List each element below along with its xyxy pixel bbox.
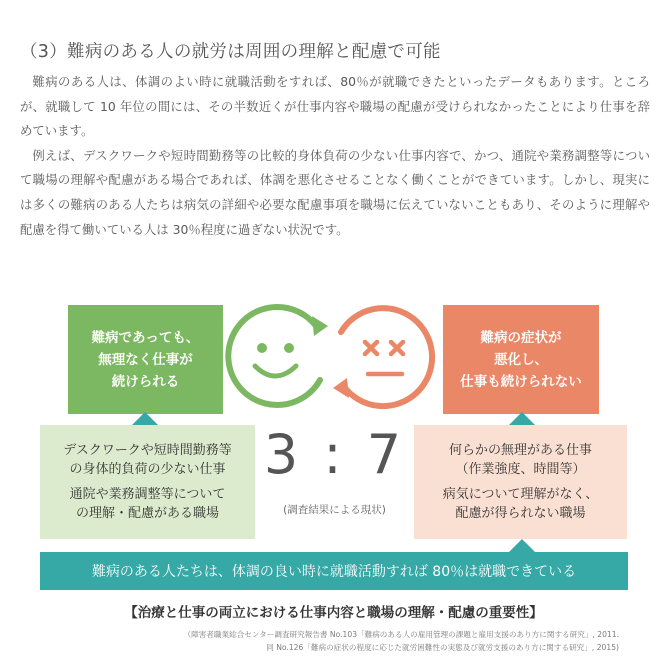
condition-line: 何らかの無理がある仕事 xyxy=(448,443,592,458)
figure-caption: 【治療と仕事の両立における仕事内容と職場の理解・配慮の重要性】 xyxy=(124,605,543,621)
bad-outcome-line: 難病の症状が xyxy=(480,329,562,346)
summary-banner: 難病のある人たちは、体調の良い時に就職活動すれば 80％は就職できている xyxy=(40,552,628,590)
good-outcome-box xyxy=(68,305,223,414)
bad-outcome-line: 仕事も続けられない xyxy=(460,373,582,390)
bad-arrow-icon xyxy=(509,412,535,425)
good-outcome-line: 難病であっても、 xyxy=(91,329,200,346)
good-conditions-box xyxy=(40,425,255,539)
good-condition-work xyxy=(63,441,231,479)
condition-line: の理解・配慮がある職場 xyxy=(75,506,219,521)
bad-condition-workplace xyxy=(443,485,598,523)
ratio-value: 3 : 7 xyxy=(263,423,406,486)
ratio-note: (調査結果による現状) xyxy=(283,504,386,516)
condition-line: デスクワークや短時間勤務等 xyxy=(63,443,232,458)
section-heading: （3）難病のある人の就労は周囲の理解と配慮で可能 xyxy=(20,42,441,62)
condition-line: 通院や業務調整等について xyxy=(69,487,226,502)
good-arrow-icon xyxy=(132,412,158,425)
good-outcome-line: 無理なく仕事が xyxy=(98,351,193,368)
bad-outcome-box xyxy=(443,305,599,414)
condition-line: の身体的負荷の少ない仕事 xyxy=(69,462,226,477)
good-condition-workplace xyxy=(70,485,226,523)
condition-line: 配慮が得られない職場 xyxy=(455,506,586,521)
bad-outcome-line: 悪化し、 xyxy=(494,351,548,368)
frowning-face-icon xyxy=(333,308,432,406)
bad-condition-work xyxy=(449,441,592,479)
condition-line: 病気について理解がなく、 xyxy=(442,487,599,502)
banner-arrow-icon xyxy=(509,539,535,552)
faces-graphic xyxy=(222,302,446,412)
source-line: 同 No.126「難病の症状の程度に応じた就労困難性の実態及び就労支援のあり方に関する研究」, 2015) xyxy=(266,643,619,652)
source-line: （障害者職業総合センター調査研究報告書 No.103「難病のある人の雇用管理の課題と雇用支援のあり方に関する研究」, 2011. xyxy=(183,630,619,639)
paragraph-2: 例えば、デスクワークや短時間勤務等の比較的身体負荷の少ない仕事内容で、かつ、通院や業務調整等について職場の理解や配慮がある場合であれば、体調を悪化させることなく働くことができています。しかし、現実には多くの難病のある人たちは病気の詳細や必要な配慮事項を職場に伝えていないこともあり、そのように理解や配慮を得て働いている人は 30％程度に過ぎない状況です。 xyxy=(20,147,650,237)
paragraph-1: 難病のある人は、体調のよい時に就職活動をすれば、80％が就職できたといったデータもあります。ところが、就職して 10 年位の間には、その半数近くが仕事内容や職場の配慮が受けられなかったことにより仕事を辞めています。 xyxy=(20,74,650,139)
body-text xyxy=(20,70,650,242)
good-outcome-line: 続けられる xyxy=(111,373,180,390)
smiling-face-icon xyxy=(228,307,328,405)
bad-conditions-box xyxy=(414,425,627,539)
source-citation xyxy=(184,628,619,654)
condition-line: （作業強度、時間等） xyxy=(455,462,586,477)
